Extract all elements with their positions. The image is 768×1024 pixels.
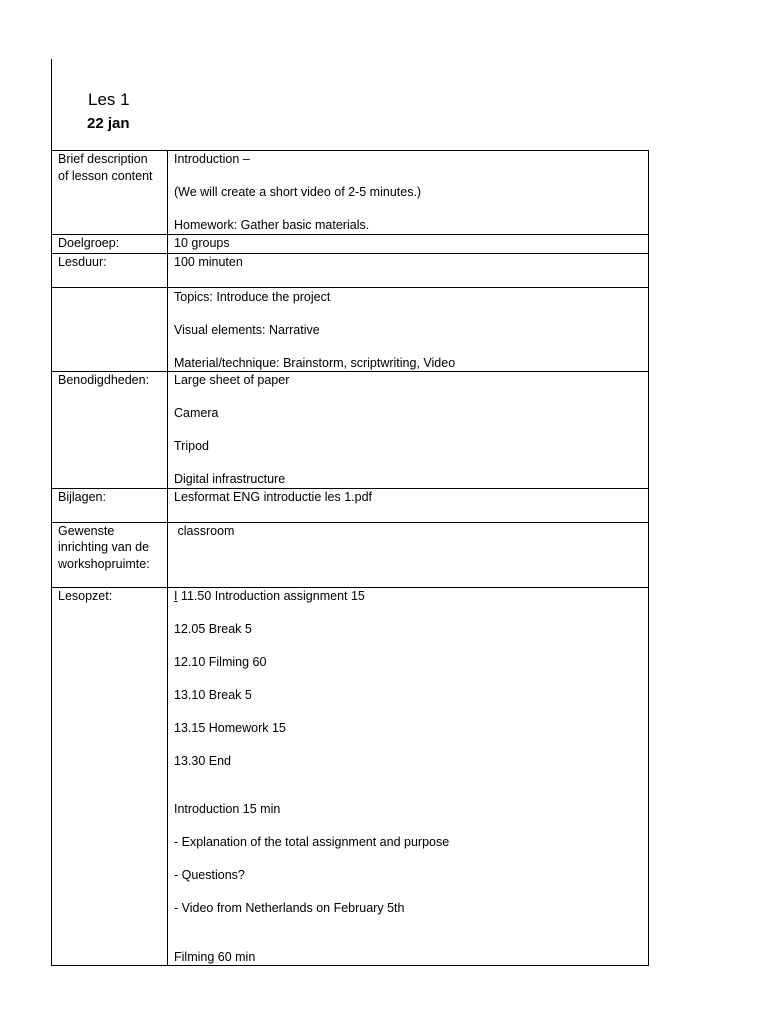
row-label-description: Brief description of lesson content xyxy=(52,151,168,235)
intro-heading: Introduction 15 min xyxy=(174,802,281,816)
table-row xyxy=(52,522,649,587)
materials-line: Digital infrastructure xyxy=(174,472,286,486)
row-label-lesduur: Lesduur: xyxy=(52,253,168,287)
row-label-topics xyxy=(52,287,168,372)
topics-line: Visual elements: Narrative xyxy=(174,322,320,337)
intro-item: - Questions? xyxy=(174,868,245,882)
schedule-line: 12.10 Filming 60 xyxy=(174,654,267,669)
row-label-lesopzet: Lesopzet: xyxy=(52,587,168,966)
row-value-inrichting: classroom xyxy=(168,522,649,587)
schedule-line: 12.05 Break 5 xyxy=(174,621,252,636)
schedule-line: 13.10 Break 5 xyxy=(174,687,252,702)
materials-line: Tripod xyxy=(174,439,209,453)
intro-item: - Explanation of the total assignment and purpose xyxy=(174,835,450,849)
intro-item: - Video from Netherlands on February 5th xyxy=(174,901,405,915)
schedule-line: 13.30 End xyxy=(174,753,231,768)
topics-line: Material/technique: Brainstorm, scriptwriting, Video xyxy=(174,355,456,370)
row-label-doelgroep: Doelgroep: xyxy=(52,234,168,253)
filming-heading: Filming 60 min xyxy=(174,949,256,964)
schedule-marker: I xyxy=(174,588,178,603)
row-value-lesduur: 100 minuten xyxy=(168,253,649,287)
schedule-line: 13.15 Homework 15 xyxy=(174,720,286,735)
lesson-title: Les 1 xyxy=(88,90,130,109)
schedule-first-item: 11.50 Introduction assignment 15 xyxy=(177,588,365,603)
row-value-benodigdheden xyxy=(168,372,649,489)
row-value-topics xyxy=(168,287,649,372)
table-row xyxy=(52,253,649,287)
table-row xyxy=(52,587,649,966)
lesson-date: 22 jan xyxy=(87,115,130,132)
row-value-bijlagen: Lesformat ENG introductie les 1.pdf xyxy=(168,488,649,522)
table-row xyxy=(52,488,649,522)
table-row xyxy=(52,372,649,489)
row-label-bijlagen: Bijlagen: xyxy=(52,488,168,522)
description-line: Homework: Gather basic materials. xyxy=(174,218,370,232)
table-row xyxy=(52,234,649,253)
table-row xyxy=(52,151,649,235)
row-label-inrichting: Gewenste inrichting van de workshopruimte: xyxy=(52,522,168,587)
materials-line: Camera xyxy=(174,406,219,420)
description-line: (We will create a short video of 2-5 minutes.) xyxy=(174,185,422,199)
description-line: Introduction – xyxy=(174,152,250,166)
schedule-line xyxy=(174,588,642,605)
row-value-description xyxy=(168,151,649,235)
materials-line: Large sheet of paper xyxy=(174,373,290,387)
table-row xyxy=(52,287,649,372)
topics-line: Topics: Introduce the project xyxy=(174,289,331,304)
row-label-benodigdheden: Benodigdheden: xyxy=(52,372,168,489)
row-value-lesopzet xyxy=(168,587,649,966)
left-margin-line xyxy=(51,59,52,151)
lesson-plan-table xyxy=(51,150,649,966)
row-value-doelgroep: 10 groups xyxy=(168,234,649,253)
